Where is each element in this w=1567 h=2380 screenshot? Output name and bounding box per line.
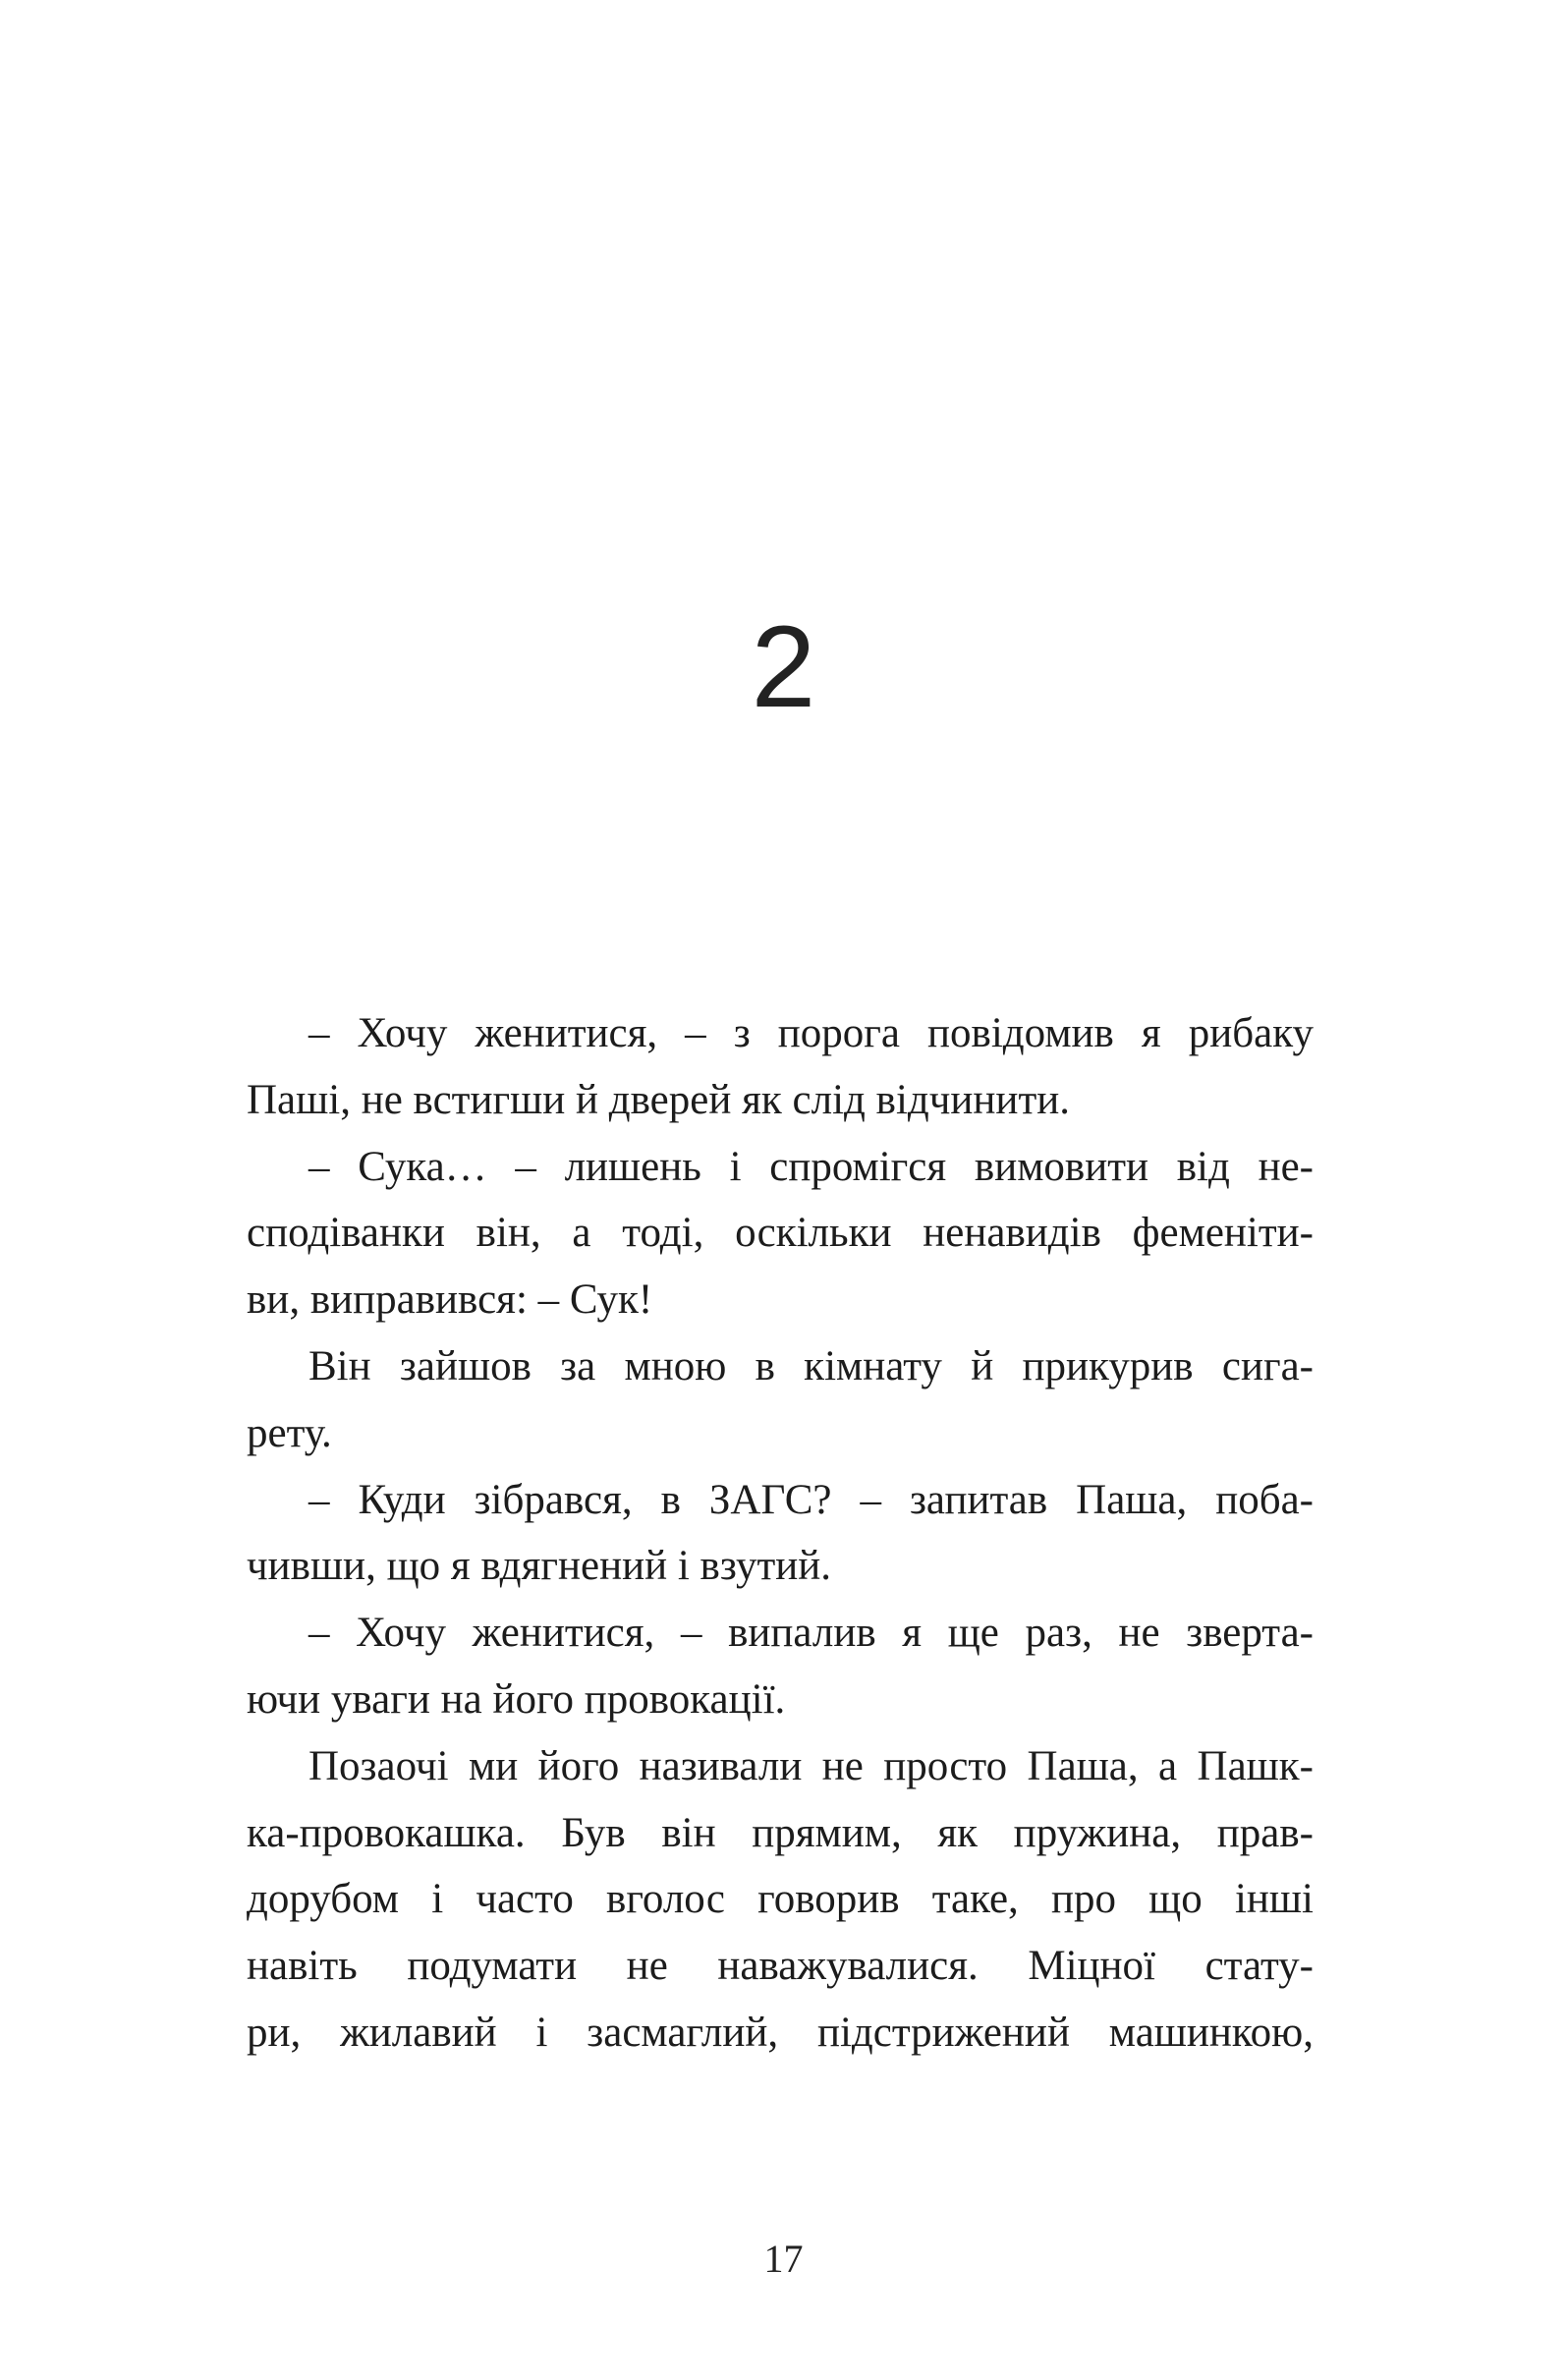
page-number: 17	[763, 2237, 804, 2281]
text-line: рету.	[247, 1409, 332, 1456]
text-line: сподіванки він, а тоді, оскільки ненавидів феменіти-	[247, 1210, 1314, 1257]
text-line: навіть подумати не наважувалися. Міцної стату-	[247, 1943, 1314, 1990]
chapter-number: 2	[751, 602, 816, 732]
text-line: – Хочу женитися, – з порога повідомив я рибаку	[308, 1010, 1314, 1056]
text-line: – Хочу женитися, – випалив я ще раз, не зверта-	[308, 1610, 1314, 1657]
body-text	[247, 1000, 1314, 2067]
text-line: Позаочі ми його називали не просто Паша, а Пашк-	[308, 1742, 1314, 1789]
text-line: чивши, що я вдягнений і взутий.	[247, 1543, 832, 1590]
text-line: Він зайшов за мною в кімнату й прикурив сига-	[308, 1342, 1314, 1389]
text-line: ка-провокашка. Був він прямим, як пружина, прав-	[247, 1809, 1314, 1856]
text-line: – Сука… – лишень і спромігся вимовити від не-	[308, 1143, 1314, 1190]
text-line: ючи уваги на його провокації.	[247, 1675, 786, 1723]
text-line: Паші, не встигши й дверей як слід відчинити.	[247, 1076, 1070, 1123]
text-line: – Куди зібрався, в ЗАГС? – запитав Паша, поба-	[308, 1476, 1314, 1523]
text-line: ри, жилавий і засмаглий, підстрижений машинкою,	[247, 2009, 1314, 2056]
text-line: ви, виправився: – Сук!	[247, 1276, 653, 1324]
text-line: дорубом і часто вголос говорив таке, про що інші	[247, 1876, 1314, 1923]
